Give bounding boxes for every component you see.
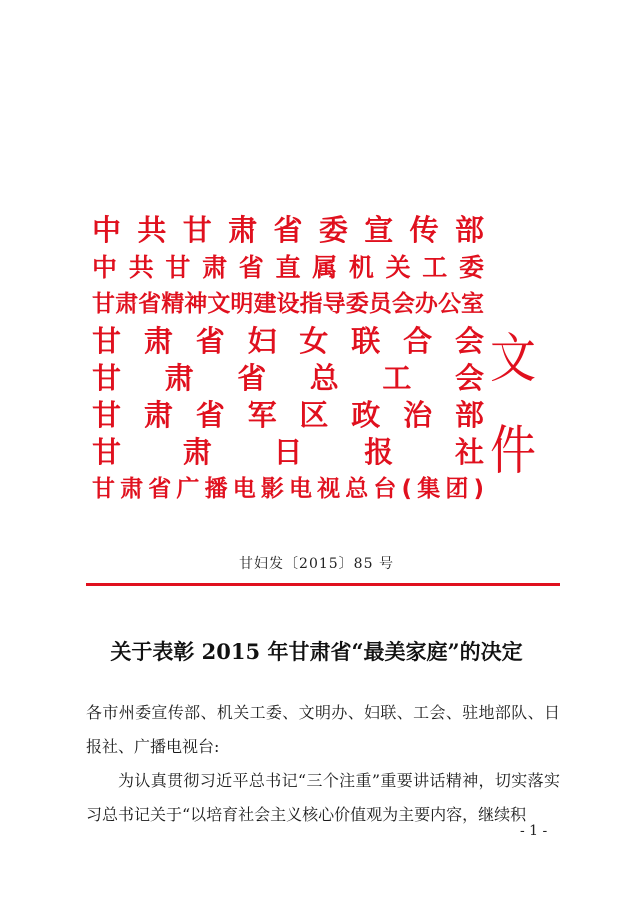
document-suffix: 文件 xyxy=(490,326,530,482)
issuer-womens-federation: 甘肃省妇女联合会 xyxy=(92,324,484,358)
page-number: - 1 - xyxy=(520,823,548,839)
body-paragraph: 为认真贯彻习近平总书记“三个注重”重要讲话精神，切实落实习总书记关于“以培育社会主义核心价值观为主要内容，继续积 xyxy=(86,771,560,824)
issuer-broadcasting-group: 甘肃省广播电影电视总台(集团) xyxy=(92,476,484,502)
issuing-organizations xyxy=(92,212,484,508)
document-body xyxy=(86,696,560,832)
issuer-trade-union: 甘肃省总工会 xyxy=(92,361,484,395)
document-title: 关于表彰 2015 年甘肃省“最美家庭”的决定 xyxy=(110,639,523,664)
addressee-line: 各市州委宣传部、机关工委、文明办、妇联、工会、驻地部队、日报社、广播电视台: xyxy=(86,703,560,756)
issuer-propaganda-department: 中共甘肃省委宣传部 xyxy=(92,213,484,247)
document-number: 甘妇发〔2015〕85 号 xyxy=(239,556,394,572)
issuer-civilization-office: 甘肃省精神文明建设指导委员会办公室 xyxy=(92,291,484,317)
issuer-military-district: 甘肃省军区政治部 xyxy=(92,398,484,432)
red-divider-line xyxy=(86,583,560,586)
issuer-organs-working-committee: 中共甘肃省直属机关工委 xyxy=(92,253,484,282)
issuer-daily-newspaper: 甘肃日报社 xyxy=(92,435,484,469)
